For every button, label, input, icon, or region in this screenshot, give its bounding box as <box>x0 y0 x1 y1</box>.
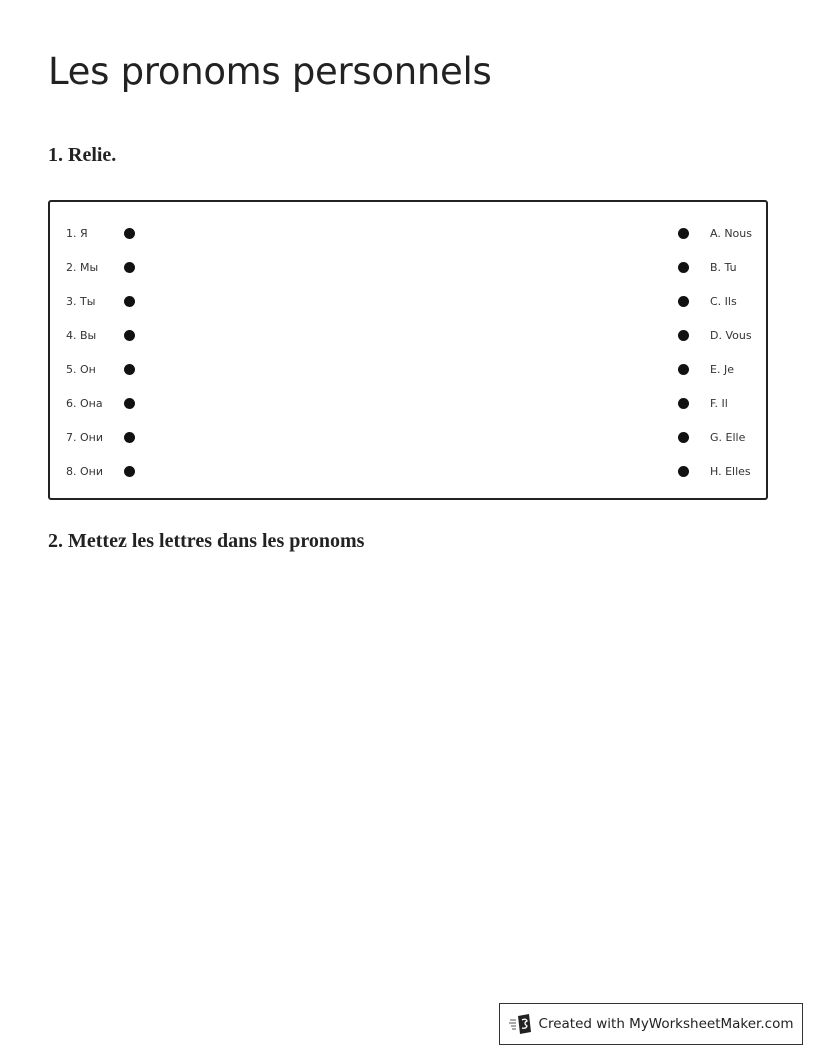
left-item-label: 5. Он <box>66 363 96 376</box>
left-item-label: 1. Я <box>66 227 88 240</box>
left-connector-dot[interactable] <box>124 466 135 477</box>
right-connector-dot[interactable] <box>678 296 689 307</box>
left-connector-dot[interactable] <box>124 228 135 239</box>
match-row <box>50 292 766 312</box>
left-connector-dot[interactable] <box>124 296 135 307</box>
worksheet-maker-logo-icon <box>509 1013 533 1035</box>
left-item-label: 2. Мы <box>66 261 99 274</box>
created-with-badge[interactable] <box>499 1003 803 1045</box>
match-row <box>50 428 766 448</box>
matching-exercise-box <box>48 200 768 500</box>
right-connector-dot[interactable] <box>678 466 689 477</box>
left-connector-dot[interactable] <box>124 364 135 375</box>
section-2-heading: 2. Mettez les lettres dans les pronoms <box>48 530 365 552</box>
left-connector-dot[interactable] <box>124 330 135 341</box>
left-item-label: 8. Они <box>66 465 103 478</box>
match-row <box>50 326 766 346</box>
match-row <box>50 462 766 482</box>
left-item-label: 7. Они <box>66 431 103 444</box>
left-item-label: 6. Она <box>66 397 103 410</box>
left-connector-dot[interactable] <box>124 262 135 273</box>
right-item-label: B. Tu <box>710 261 737 274</box>
right-item-label: H. Elles <box>710 465 751 478</box>
right-item-label: F. Il <box>710 397 728 410</box>
left-connector-dot[interactable] <box>124 398 135 409</box>
match-row <box>50 394 766 414</box>
match-row <box>50 360 766 380</box>
right-item-label: E. Je <box>710 363 734 376</box>
right-connector-dot[interactable] <box>678 364 689 375</box>
right-item-label: A. Nous <box>710 227 752 240</box>
right-item-label: G. Elle <box>710 431 746 444</box>
match-row <box>50 224 766 244</box>
right-item-label: D. Vous <box>710 329 752 342</box>
section-1-heading: 1. Relie. <box>48 144 117 166</box>
right-connector-dot[interactable] <box>678 330 689 341</box>
page-title: Les pronoms personnels <box>48 50 492 93</box>
right-connector-dot[interactable] <box>678 262 689 273</box>
right-item-label: C. Ils <box>710 295 737 308</box>
badge-text: Created with MyWorksheetMaker.com <box>538 1016 794 1032</box>
left-item-label: 4. Вы <box>66 329 97 342</box>
right-connector-dot[interactable] <box>678 228 689 239</box>
match-row <box>50 258 766 278</box>
right-connector-dot[interactable] <box>678 432 689 443</box>
left-item-label: 3. Ты <box>66 295 96 308</box>
right-connector-dot[interactable] <box>678 398 689 409</box>
left-connector-dot[interactable] <box>124 432 135 443</box>
